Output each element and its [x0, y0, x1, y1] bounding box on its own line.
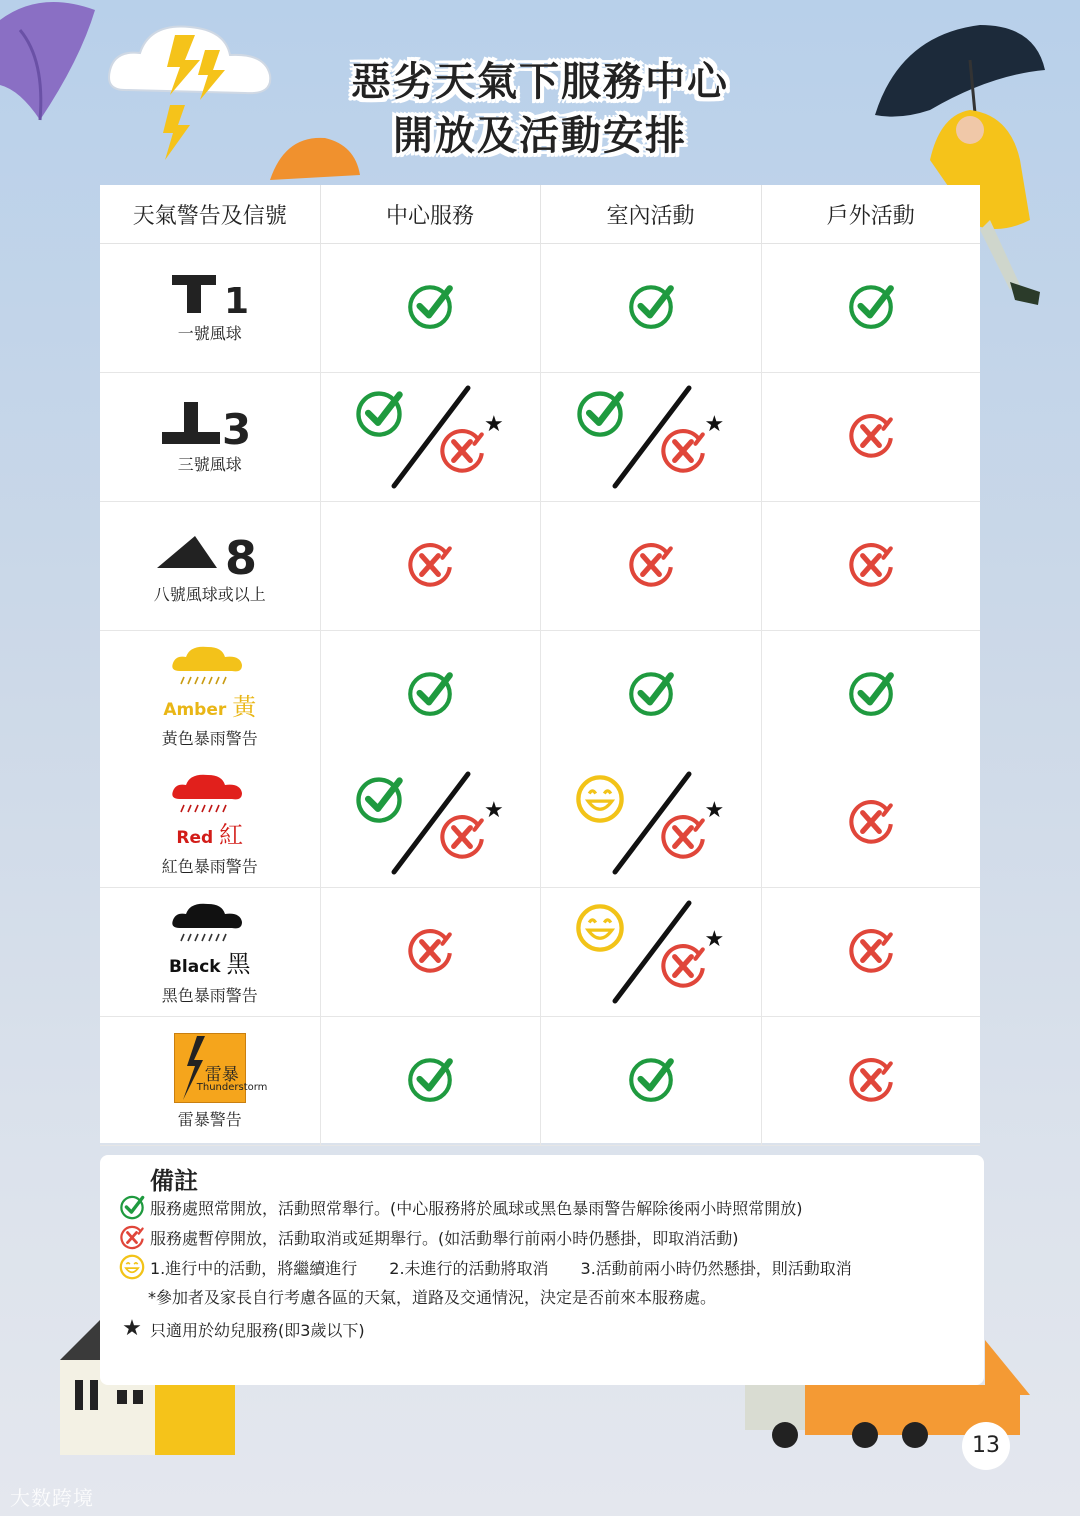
arrangement-cell — [320, 502, 540, 631]
arrangement-cell — [540, 373, 761, 502]
header-outdoor-activity: 戶外活動 — [761, 185, 980, 244]
arrangement-cell — [761, 759, 980, 888]
arrangement-cell — [761, 244, 980, 373]
note-extra-text: *參加者及家長自行考慮各區的天氣，道路及交通情況，決定是否前來本服務處。 — [148, 1288, 717, 1307]
signal-label: 黑色暴雨警告 — [161, 986, 258, 1005]
watermark: 大数跨境 — [10, 1486, 94, 1510]
signal-cell — [100, 631, 320, 760]
arrangement-cell — [320, 1017, 540, 1146]
check-icon — [845, 317, 897, 336]
umbrella-purple-decoration — [0, 0, 110, 140]
arrangement-cell — [540, 631, 761, 760]
conditional-arrangement — [571, 768, 731, 878]
page-title — [240, 55, 840, 163]
conditional-arrangement — [571, 382, 731, 492]
table-row — [100, 244, 980, 373]
note-star — [118, 1315, 365, 1343]
star-icon: ★ — [704, 412, 725, 437]
conditional-arrangement — [571, 897, 731, 1007]
signal-label: 紅色暴雨警告 — [161, 857, 258, 876]
note-smile-text: 1.進行中的活動，將繼續進行 2.未進行的活動將取消 3.活動前兩小時仍然懸掛，則活動取消 — [150, 1258, 852, 1278]
check-icon — [845, 704, 897, 723]
svg-text:8: 8 — [224, 530, 257, 578]
check-icon — [625, 1090, 677, 1109]
table-row — [100, 631, 980, 760]
note-cross — [118, 1223, 739, 1251]
signal-label: 一號風球 — [177, 323, 242, 343]
arrangement-cell — [540, 502, 761, 631]
signal-icon: Black 黑 — [169, 898, 251, 979]
svg-text:3: 3 — [221, 404, 251, 448]
signal-icon: Amber 黃 — [163, 641, 256, 722]
arrangement-cell — [540, 1017, 761, 1146]
cross-icon — [845, 961, 897, 980]
star-icon: ★ — [484, 798, 504, 823]
smile-icon — [573, 901, 627, 959]
conditional-arrangement — [350, 768, 510, 878]
arrangement-cell — [540, 244, 761, 373]
signal-icon — [160, 400, 260, 448]
signal-cell — [100, 373, 320, 502]
cross-icon — [845, 1090, 897, 1109]
signal-icon — [155, 528, 265, 578]
arrangement-cell — [761, 888, 980, 1017]
check-icon — [404, 317, 456, 336]
check-icon — [404, 704, 456, 723]
page-number: 13 — [962, 1422, 1010, 1470]
weather-arrangement-table — [100, 185, 980, 1143]
signal-cell — [100, 244, 320, 373]
conditional-arrangement — [350, 382, 510, 492]
notes-title: 備註 — [150, 1167, 198, 1195]
note-check — [118, 1193, 803, 1221]
signal-label: 雷暴警告 — [177, 1109, 242, 1129]
check-icon — [352, 386, 406, 444]
star-icon: ★ — [704, 798, 725, 823]
arrangement-cell — [761, 631, 980, 760]
arrangement-cell — [320, 888, 540, 1017]
cross-icon — [436, 810, 488, 866]
note-smile — [118, 1253, 852, 1281]
check-icon — [352, 772, 406, 830]
signal-cell — [100, 888, 320, 1017]
cross-icon — [404, 961, 456, 980]
cross-icon — [845, 832, 897, 851]
cross-icon — [118, 1223, 146, 1251]
signal-label: 黃色暴雨警告 — [161, 729, 258, 748]
check-icon — [625, 317, 677, 336]
table-row — [100, 502, 980, 631]
signal-cell — [100, 759, 320, 888]
note-extra — [148, 1285, 716, 1308]
check-icon — [573, 386, 627, 444]
signal-icon: Red 紅 — [170, 769, 250, 850]
arrangement-cell — [540, 759, 761, 888]
cross-icon — [657, 424, 709, 480]
cross-icon — [625, 575, 677, 594]
note-check-text: 服務處照常開放，活動照常舉行。(中心服務將於風球或黑色暴雨警告解除後兩小時照常開放) — [150, 1198, 803, 1218]
table-row — [100, 1017, 980, 1146]
signal-label: 三號風球 — [177, 454, 242, 474]
star-icon: ★ — [484, 412, 504, 437]
arrangement-cell — [761, 502, 980, 631]
table-header-row — [100, 185, 980, 244]
table-row — [100, 759, 980, 888]
check-icon — [404, 1090, 456, 1109]
arrangement-cell — [761, 373, 980, 502]
arrangement-cell — [320, 759, 540, 888]
signal-icon: 雷暴 Thunderstorm — [174, 1033, 246, 1103]
svg-text:1: 1 — [223, 280, 249, 317]
title-line-2: 開放及活動安排 — [393, 113, 687, 159]
arrangement-cell — [320, 244, 540, 373]
cross-icon — [845, 446, 897, 465]
arrangement-cell — [320, 373, 540, 502]
smile-icon — [573, 772, 627, 830]
star-icon: ★ — [704, 927, 725, 952]
cross-icon — [845, 575, 897, 594]
table-row — [100, 373, 980, 502]
star-icon: ★ — [122, 1316, 142, 1341]
cross-icon — [404, 575, 456, 594]
smile-icon — [118, 1253, 146, 1281]
note-star-text: 只適用於幼兒服務(即3歲以下) — [150, 1320, 365, 1340]
cross-icon — [657, 939, 709, 995]
notes-panel — [100, 1155, 984, 1385]
arrangement-cell — [540, 888, 761, 1017]
cross-icon — [436, 424, 488, 480]
cross-icon — [657, 810, 709, 866]
title-line-1: 惡劣天氣下服務中心 — [351, 59, 729, 105]
signal-cell — [100, 1017, 320, 1146]
note-cross-text: 服務處暫停開放，活動取消或延期舉行。(如活動舉行前兩小時仍懸掛，即取消活動) — [150, 1228, 739, 1248]
signal-cell — [100, 502, 320, 631]
check-icon — [625, 704, 677, 723]
table-row — [100, 888, 980, 1017]
header-weather-signal: 天氣警告及信號 — [100, 185, 320, 244]
check-icon — [118, 1193, 146, 1221]
header-indoor-activity: 室內活動 — [540, 185, 761, 244]
arrangement-cell — [320, 631, 540, 760]
signal-label: 八號風球或以上 — [153, 584, 266, 604]
signal-icon — [170, 273, 250, 317]
header-centre-service: 中心服務 — [320, 185, 540, 244]
arrangement-cell — [761, 1017, 980, 1146]
